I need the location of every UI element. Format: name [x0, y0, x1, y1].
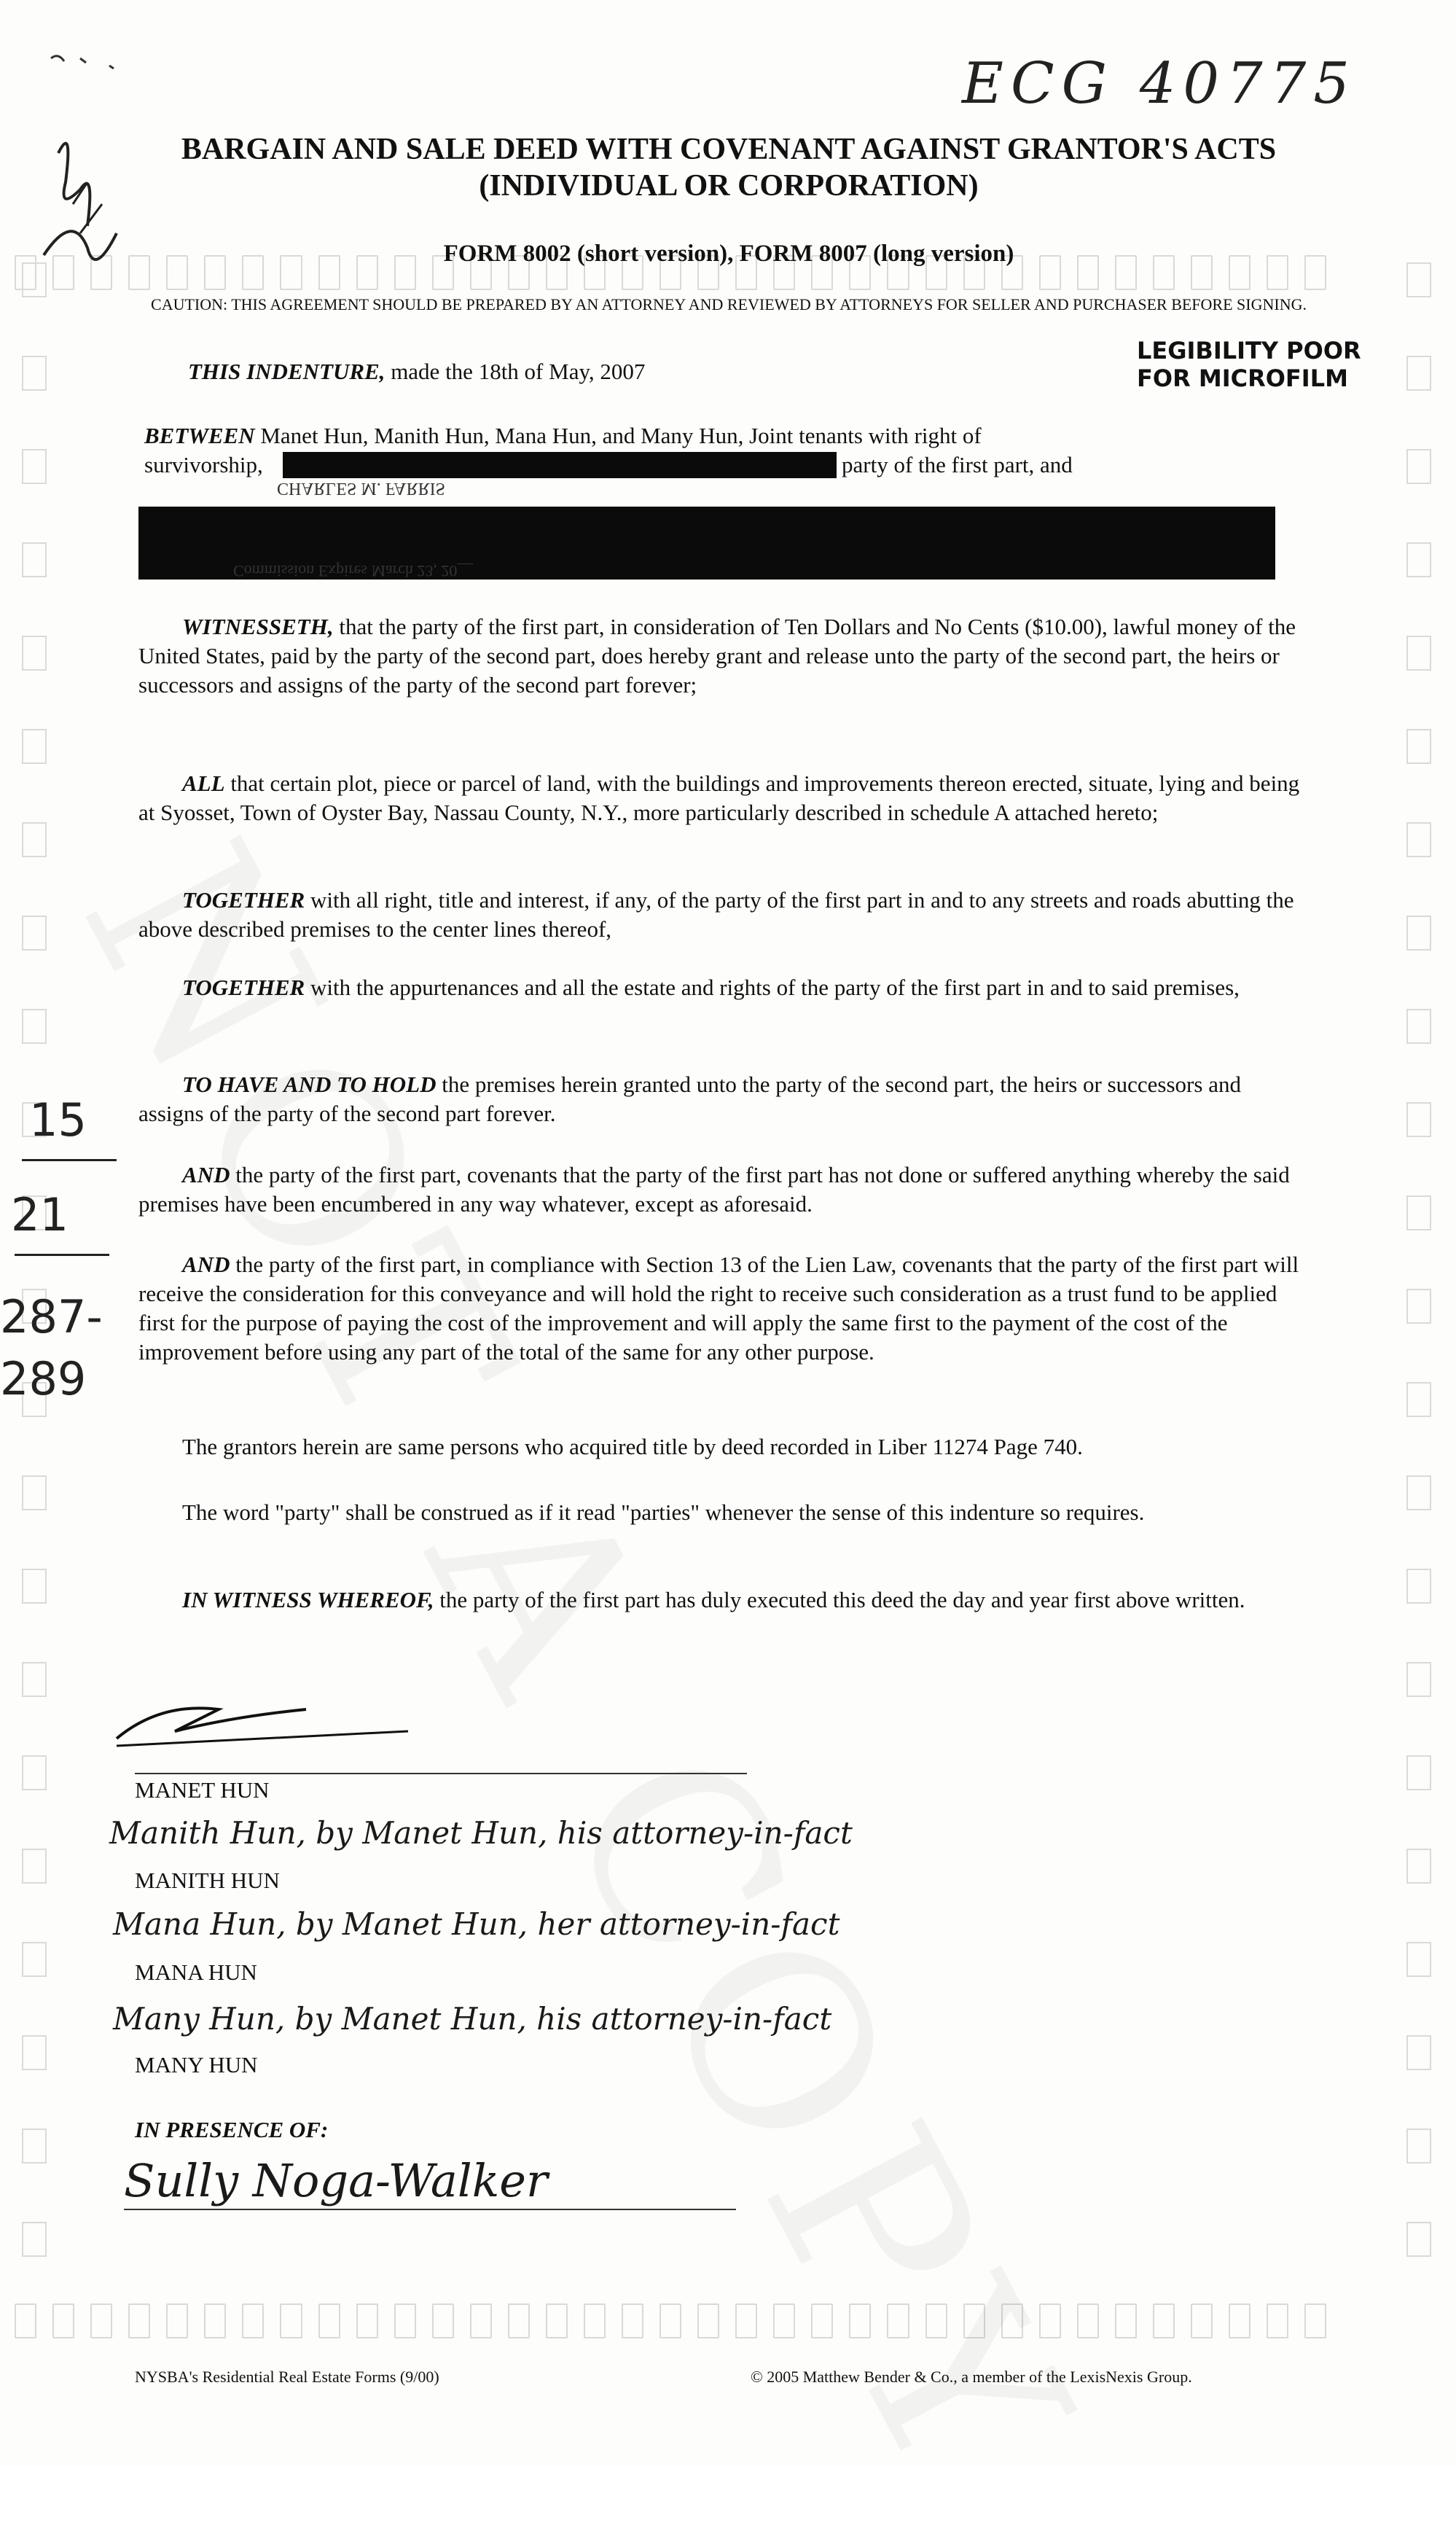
witness-signature: Sully Noga-Walker: [124, 2154, 548, 2207]
document-number: ECG 40775: [962, 51, 1357, 117]
paragraph-lead: IN WITNESS WHEREOF,: [182, 1587, 434, 1612]
paragraph-text: the party of the first part, in compliance with Section 13 of the Lien Law, covenants that the party of the first part will receive the consideration for this conveyance and will hold the right to receive such consideration as a trust fund to be applied first for the purpose of paying the cost of the improvement and will apply the same first to the payment of the cost of the improvement before using any part of the total of the same for any other purpose.: [138, 1252, 1299, 1365]
paragraph-together-1: [138, 886, 1304, 944]
paragraph-text: the premises herein granted unto the party of the second part, the heirs or successors and assigns of the party of the second part forever.: [138, 1072, 1241, 1126]
indenture-line: [188, 357, 645, 386]
paragraph-text: the party of the first part has duly executed this deed the day and year first above written.: [439, 1587, 1245, 1612]
mirrored-note: Commission Expires March 23, 20__: [233, 562, 474, 580]
paragraph-lead: AND: [182, 1162, 230, 1187]
handwritten-signature: Mana Hun, by Manet Hun, her attorney-in-fact: [113, 1906, 840, 1942]
signature-line: [135, 1773, 747, 1774]
mirrored-note: CHARLES M. FARRIS: [277, 479, 445, 498]
paragraph-lead: TOGETHER: [182, 975, 305, 1000]
paragraph-text: the party of the first part, covenants that the party of the first part has not done or suffered anything whereby the said premises have been encumbered in any way whatever, except as aforesaid.: [138, 1162, 1290, 1217]
page-title: BARGAIN AND SALE DEED WITH COVENANT AGAINST GRANTOR'S ACTS (INDIVIDUAL OR CORPORATION): [181, 133, 1277, 203]
paragraph-covenant: [138, 1160, 1304, 1219]
paragraph-habendum: [138, 1070, 1304, 1128]
witness-line: [124, 2209, 736, 2210]
legibility-line: FOR MICROFILM: [1137, 364, 1348, 392]
background-pattern-column: [1406, 262, 1431, 2257]
paragraph-text: The grantors herein are same persons who acquired title by deed recorded in Liber 11274 Page 740.: [182, 1434, 1083, 1459]
indenture-text: made the 18th of May, 2007: [391, 359, 646, 384]
paragraph-lead: TO HAVE AND TO HOLD: [182, 1072, 437, 1097]
paragraph-witnesseth: [138, 612, 1304, 700]
legibility-line: LEGIBILITY POOR: [1137, 337, 1361, 364]
signer-name: MANA HUN: [135, 1959, 257, 1985]
paragraph-together-2: [138, 973, 1304, 1002]
handwritten-signature: Manith Hun, by Manet Hun, his attorney-in-fact: [109, 1815, 853, 1851]
paragraph-lead: ALL: [182, 770, 225, 796]
margin-note: 21: [11, 1188, 69, 1241]
margin-note: 289: [0, 1352, 87, 1405]
watermark: [30, 802, 1129, 2536]
signer-name: MANY HUN: [135, 2052, 258, 2077]
paragraph-all: [138, 769, 1304, 827]
background-pattern-column: [22, 262, 47, 2257]
paragraph-lead: WITNESSETH,: [182, 614, 334, 639]
between-line-2: survivorship,: [144, 452, 263, 477]
paragraph-party: [138, 1498, 1304, 1527]
between-line: [144, 421, 1310, 450]
caution-note: CAUTION: THIS AGREEMENT SHOULD BE PREPARED BY AN ATTORNEY AND REVIEWED BY ATTORNEYS FOR SELLER AND PURCHASER BEFORE SIGNING.: [151, 295, 1307, 313]
paragraph-lien-law: [138, 1250, 1304, 1367]
paragraph-grantors: [138, 1432, 1304, 1462]
signature-manet: [102, 1688, 423, 1760]
form-line: FORM 8002 (short version), FORM 8007 (long version): [443, 241, 1014, 267]
between-lead: BETWEEN: [144, 423, 255, 448]
margin-rule: [22, 1159, 117, 1161]
paragraph-text: with all right, title and interest, if any, of the party of the first part in and to any streets and roads abutting the above described premises to the center lines thereof,: [138, 887, 1294, 942]
handwritten-signature: Many Hun, by Manet Hun, his attorney-in-fact: [113, 2001, 832, 2037]
presence-label: IN PRESENCE OF:: [135, 2117, 329, 2142]
paragraph-text: with the appurtenances and all the estate and rights of the party of the first part in and to said premises,: [310, 975, 1240, 1000]
paragraph-text: that certain plot, piece or parcel of land, with the buildings and improvements thereon erected, situate, lying and being at Syosset, Town of Oyster Bay, Nassau County, N.Y., more particularly described in schedule A attached hereto;: [138, 770, 1300, 825]
signer-name: MANITH HUN: [135, 1868, 280, 1893]
legibility-stamp: [1137, 337, 1361, 392]
footer-right: © 2005 Matthew Bender & Co., a member of the LexisNexis Group.: [751, 2368, 1192, 2386]
footer-left: NYSBA's Residential Real Estate Forms (9/00): [135, 2368, 439, 2386]
paragraph-text: The word "party" shall be construed as if it read "parties" whenever the sense of this indenture so requires.: [182, 1499, 1145, 1525]
paragraph-lead: AND: [182, 1252, 230, 1277]
between-text: Manet Hun, Manith Hun, Mana Hun, and Many Hun, Joint tenants with right of: [260, 423, 982, 448]
paragraph-in-witness: [138, 1585, 1304, 1615]
signer-name: MANET HUN: [135, 1777, 270, 1803]
background-pattern: [15, 2303, 1326, 2347]
margin-note: 15: [29, 1093, 87, 1147]
indenture-lead: THIS INDENTURE,: [188, 359, 385, 384]
margin-scribble: [29, 44, 146, 277]
margin-note: 287-: [0, 1290, 103, 1343]
paragraph-text: that the party of the first part, in consideration of Ten Dollars and No Cents ($10.00), lawful money of the United States, paid by the party of the second part, does hereby grant and release unto the party of the second part, the heirs or successors and assigns of the party of the second part forever;: [138, 614, 1296, 698]
between-line-2-end: party of the first part, and: [842, 452, 1073, 477]
paragraph-lead: TOGETHER: [182, 887, 305, 913]
margin-rule: [15, 1254, 109, 1256]
